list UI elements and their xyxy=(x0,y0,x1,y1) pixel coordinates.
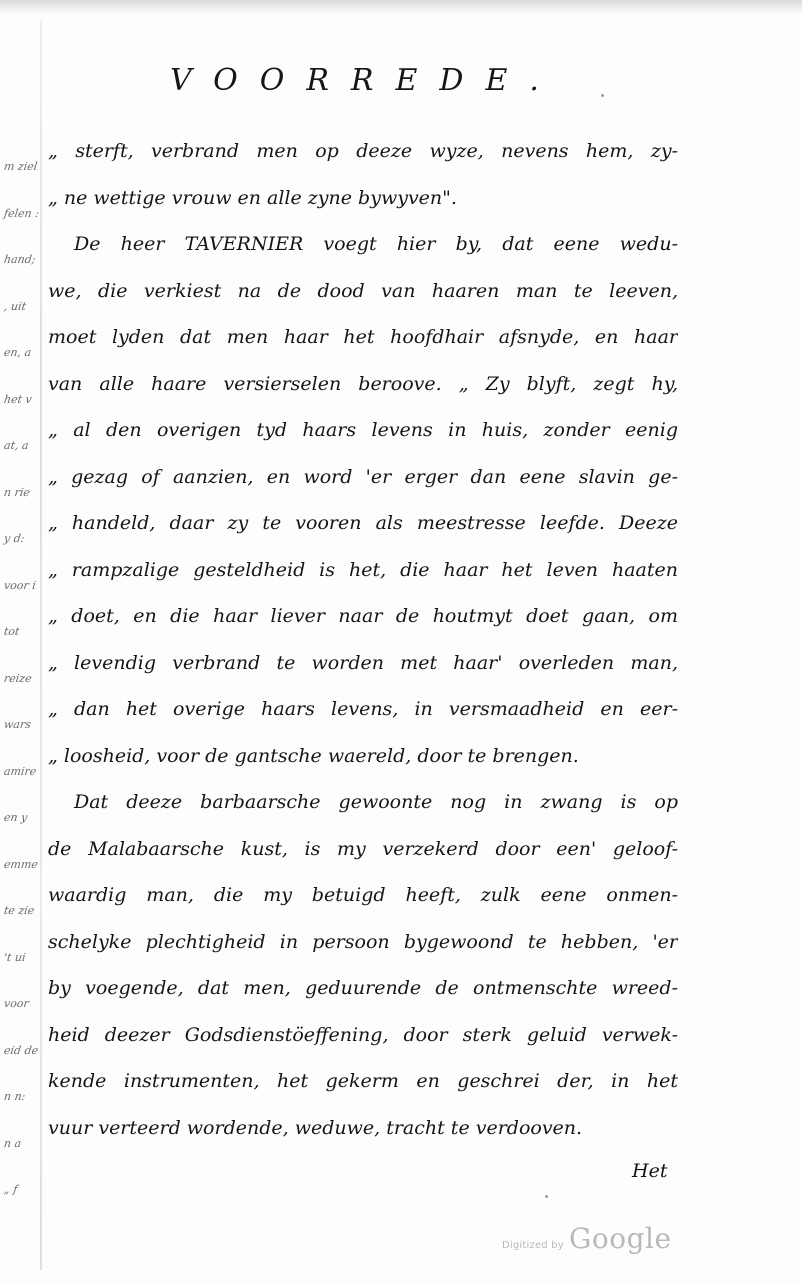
text-line: „ dan het overige haars levens, in versmaadheid en eer- xyxy=(48,698,678,720)
text-line: „ loosheid, voor de gantsche waereld, door te brengen. xyxy=(48,744,579,767)
text-line: „ doet, en die haar liever naar de houtmyt doet gaan, om xyxy=(48,605,678,627)
bleed-fragment: emme xyxy=(3,857,39,871)
bleed-fragment: n a xyxy=(3,1136,23,1150)
bleed-fragment: hand; xyxy=(3,253,37,266)
bleed-fragment: 't ui xyxy=(3,950,27,964)
text-line: „ al den overigen tyd haars levens in huis, zonder eenig xyxy=(48,419,678,441)
ink-speck xyxy=(545,1195,548,1198)
bleed-fragment: en y xyxy=(3,811,29,824)
google-logo: Google xyxy=(569,1222,672,1255)
running-header: VOORREDE. xyxy=(170,63,561,98)
text-line: de Malabaarsche kust, is my verzekerd door een' geloof- xyxy=(48,837,678,860)
text-line: kende instrumenten, het gekerm en geschrei der, in het xyxy=(48,1070,678,1092)
bleed-fragment: „ f xyxy=(3,1183,19,1196)
ink-speck xyxy=(601,94,604,97)
bleed-fragment: n n: xyxy=(3,1090,27,1103)
text-line: „ sterft, verbrand men op deeze wyze, nevens hem, zy- xyxy=(48,140,678,162)
text-line: „ levendig verbrand te worden met haar' overleden man, xyxy=(48,651,678,674)
text-line: schelyke plechtigheid in persoon bygewoond te hebben, 'er xyxy=(48,930,678,953)
page-gutter xyxy=(40,20,42,1270)
bleed-fragment: en, a xyxy=(3,346,33,359)
text-line: Dat deeze barbaarsche gewoonte nog in zwang is op xyxy=(74,791,678,813)
bleed-fragment: reize xyxy=(3,671,33,685)
body-text xyxy=(48,128,678,1151)
bleed-fragment: voor xyxy=(3,997,30,1010)
text-line: heid deezer Godsdienstöeffening, door sterk geluid verwek- xyxy=(48,1023,678,1046)
facing-page-bleed xyxy=(0,150,40,1250)
bleed-fragment: n rie xyxy=(3,485,31,499)
bleed-fragment: amire xyxy=(3,764,38,778)
bleed-fragment: te zie xyxy=(3,904,36,917)
bleed-fragment: het v xyxy=(3,392,33,406)
text-line: „ gezag of aanzien, en word 'er erger dan eene slavin ge- xyxy=(48,465,678,488)
bleed-fragment: m ziel xyxy=(3,160,39,173)
text-line: van alle haare versierselen beroove. „ Zy blyft, zegt hy, xyxy=(48,372,678,395)
text-line: „ ne wettige vrouw en alle zyne bywyven". xyxy=(48,186,457,209)
text-line: De heer TAVERNIER voegt hier by, dat eene wedu- xyxy=(74,233,678,255)
digitization-watermark xyxy=(502,1222,672,1255)
text-line: „ rampzalige gesteldheid is het, die haar het leven haaten xyxy=(48,558,678,581)
bleed-fragment: , uit xyxy=(3,299,27,313)
bleed-fragment: voor i xyxy=(3,578,37,592)
text-line: waardig man, die my betuigd heeft, zulk eene onmen- xyxy=(48,884,678,906)
bleed-fragment: tot xyxy=(3,625,21,638)
text-line: moet lyden dat men haar het hoofdhair afsnyde, en haar xyxy=(48,326,678,348)
bleed-fragment: at, a xyxy=(3,439,30,452)
bleed-fragment: felen : xyxy=(3,206,40,220)
bleed-fragment: wars xyxy=(3,718,32,731)
text-line: „ handeld, daar zy te vooren als meestresse leefde. Deeze xyxy=(48,512,678,534)
bleed-fragment: eid de xyxy=(3,1043,40,1057)
text-line: we, die verkiest na de dood van haaren man te leeven, xyxy=(48,279,678,302)
page-top-shadow xyxy=(0,0,802,14)
catchword: Het xyxy=(632,1160,668,1182)
bleed-fragment: y d: xyxy=(3,532,26,545)
text-line: vuur verteerd wordende, weduwe, tracht te verdooven. xyxy=(48,1116,583,1139)
text-line: by voegende, dat men, geduurende de ontmenschte wreed- xyxy=(48,977,678,999)
watermark-prefix: Digitized by xyxy=(502,1240,564,1251)
